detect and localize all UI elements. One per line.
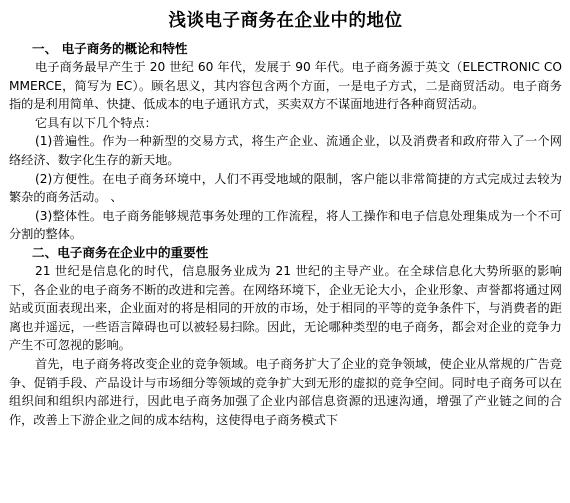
section2-paragraph-1: 21 世纪是信息化的时代，信息服务业成为 21 世纪的主导产业。在全球信息化大势所驱的影响下，各企业的电子商务不断的改进和完善。在网络环境下，企业无论大小，企业形象、声誉都将通过网站或页面表现出来，企业面对的将是相同的开放的市场，处于相同的平等的竞争条件下，与消费者的距离也并遥远，一些语言障碍也可以被轻易扫除。因此，无论哪种类型的电子商务，都会对企业的竞争力产生不可忽视的影响。	[9, 263, 562, 353]
document-title: 浅谈电子商务在企业中的地位	[168, 11, 403, 31]
section-heading-1: 一、 电子商务的概论和特性	[32, 41, 188, 56]
section1-paragraph-2: 它具有以下几个特点：	[35, 115, 157, 130]
section2-paragraph-2: 首先，电子商务将改变企业的竞争领域。电子商务扩大了企业的竞争领域，使企业从常规的广告竞争、促销手段、产品设计与市场细分等领域的竞争扩大到无形的虚拟的竞争空间。同时电子商务可以在组织间和组织内部进行，因此电子商务加强了企业内部信息资源的迅速沟通，增强了产业链之间的合作，改善上下游企业之间的成本结构，这使得电子商务模式下	[9, 356, 562, 427]
section1-paragraph-5: (3)整体性。电子商务能够规范事务处理的工作流程，将人工操作和电子信息处理集成为一个不可分割的整体。	[9, 208, 562, 242]
section1-paragraph-3: (1)普遍性。作为一种新型的交易方式，将生产企业、流通企业，以及消费者和政府带入了一个网络经济、数字化生存的新天地。	[9, 134, 562, 167]
section-heading-2: 二、电子商务在企业中的重要性	[32, 244, 209, 260]
section1-paragraph-1: 电子商务最早产生于 20 世纪 60 年代，发展于 90 年代。电子商务源于英文（ELECTRONIC COMMERCE，简写为 EC）。顾名思义，其内容包含两个方面，一是电子方式，二是商贸活动。电子商务指的是利用简单、快捷、低成本的电子通讯方式，买卖双方不谋面地进行各种商贸活动。	[9, 60, 562, 112]
section1-paragraph-4: (2)方便性。在电子商务环境中，人们不再受地域的限制，客户能以非常简捷的方式完成过去较为繁杂的商务活动。 、	[9, 171, 562, 205]
